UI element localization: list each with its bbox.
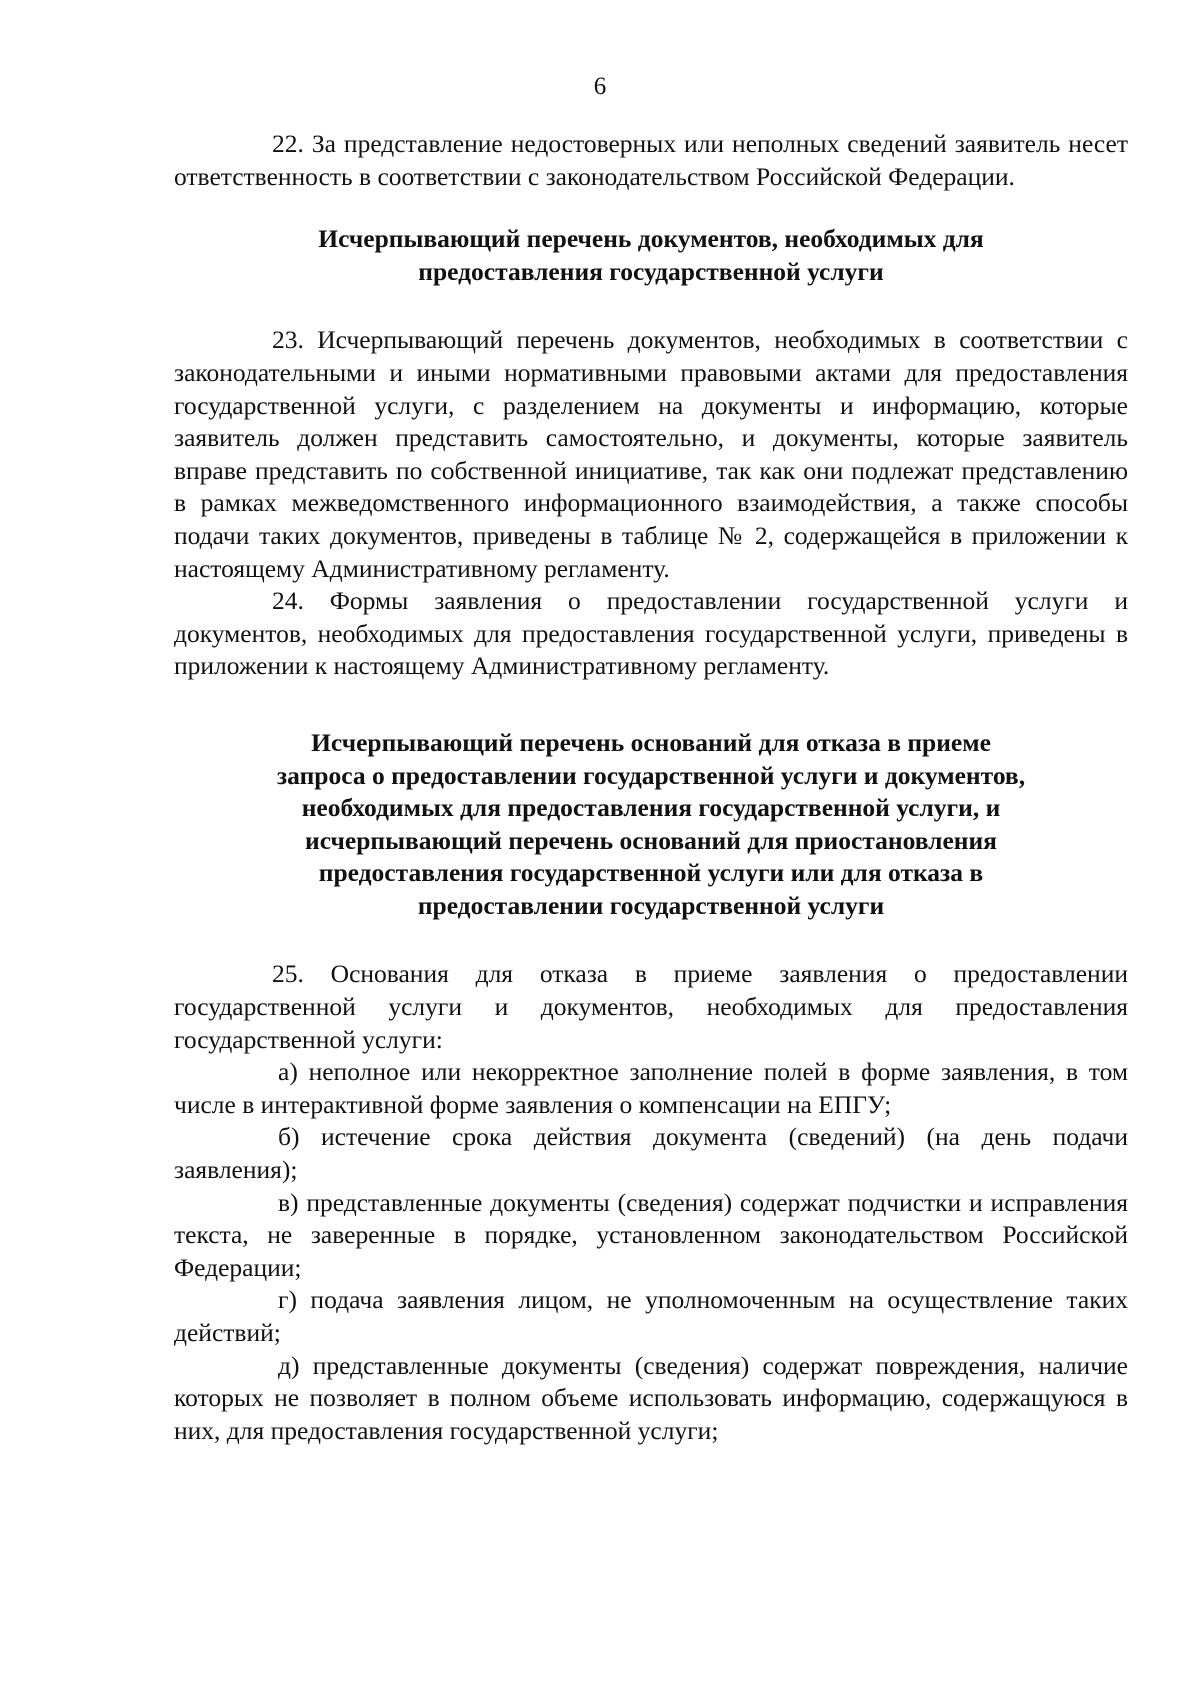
heading-line: запроса о предоставлении государственной услуги и документов, [276,760,1026,790]
heading-line: Исчерпывающий перечень документов, необходимых для [318,224,984,254]
section-heading-refusal-grounds [174,727,1128,923]
list-item-v: в) представленные документы (сведения) содержат подчистки и исправления текста, не заверенные в порядке, установленном законодательством Российской Федерации; [174,1187,1128,1282]
heading-line: предоставления государственной услуги [418,256,884,286]
list-item-a: а) неполное или некорректное заполнение полей в форме заявления, в том числе в интерактивной форме заявления о компенсации на ЕПГУ; [174,1057,1128,1119]
heading-line: Исчерпывающий перечень оснований для отказа в приеме [311,727,991,757]
heading-line: необходимых для предоставления государственной услуги, и [301,793,1001,823]
list-item-b: б) истечение срока действия документа (сведений) (на день подачи заявления); [174,1122,1128,1185]
paragraph-22: 22. За представление недостоверных или неполных сведений заявитель несет ответственность в соответствии с законодательством Российской Федерации. [174,129,1128,191]
document-body [174,128,1128,1447]
heading-line: предоставлении государственной услуги [417,890,885,920]
paragraph-24: 24. Формы заявления о предоставлении государственной услуги и документов, необходимых для предоставления государственной услуги, приведены в приложении к настоящему Административному регламенту. [174,586,1128,681]
page-number: 6 [593,73,607,100]
paragraph-23: 23. Исчерпывающий перечень документов, необходимых в соответствии с законодательными и иными нормативными правовыми актами для предоставления государственной услуги, с разделением на документы и информацию, которые заявитель должен представить самостоятельно, и документы, которые заявитель вправе представить по собственной инициативе, так как они подлежат представлению в рамках межведомственного информационного взаимодействия, а также способы подачи таких документов, приведены в таблице № 2, содержащейся в приложении к настоящему Административному регламенту. [174,325,1128,583]
paragraph-25: 25. Основания для отказа в приеме заявления о предоставлении государственной услуги и документов, необходимых для предоставления государственной услуги: [174,959,1128,1054]
list-item-d: д) представленные документы (сведения) содержат повреждения, наличие которых не позволяет в полном объеме использовать информацию, содержащуюся в них, для предоставления государственной услуги; [174,1350,1128,1445]
heading-line: предоставления государственной услуги или для отказа в [318,858,984,888]
section-heading-documents-list [174,223,1128,288]
list-item-g: г) подача заявления лицом, не уполномоченным на осуществление таких действий; [174,1285,1128,1347]
heading-line: исчерпывающий перечень оснований для приостановления [305,825,997,855]
